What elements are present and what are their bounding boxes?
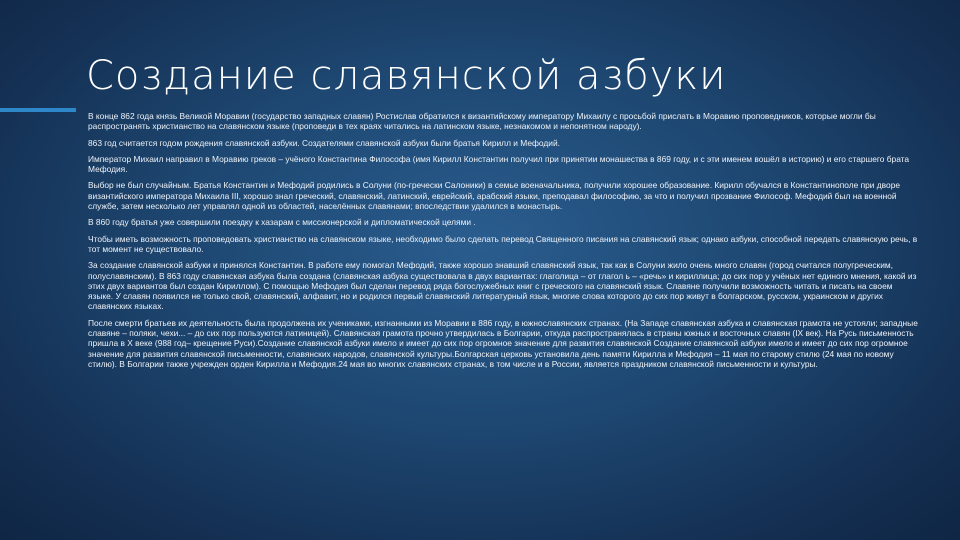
slide-body	[88, 111, 918, 375]
paragraph: Выбор не был случайным. Братья Константин и Мефодий родились в Солуни (по-гречески Салоники) в семье военачальника, получили хорошее образование. Кирилл обучался в Константинополе при дворе византийского императора Михаила III, хорошо знал греческий, славянский, латинский, еврейский, арабский языки, преподавал философию, за что и получил прозвание Философ. Мефодий был на военной службе, затем несколько лет управлял одной из областей, населённых славянами; впоследствии удалился в монастырь.	[88, 180, 901, 212]
paragraph: После смерти братьев их деятельность была продолжена их учениками, изгнанными из Моравии в 886 году, в южнославянских странах. (На Западе славянская азбука и славянская грамота не устояли; западные славяне – поляки, чехи... – до сих пор пользуются латиницей). Славянская грамота прочно утвердилась в Болгарии, откуда распространялась в страны южных и восточных славян (IX век). На Русь письменность пришла в X веке (988 год– крещение Руси).Создание славянской азбуки имело и имеет до сих пор огромное значение для развития славянской Создание славянской азбуки имело и имеет до сих пор огромное значение для развития славянской письменности, славянских народов, славянской культуры.Болгарская церковь установила день памяти Кирилла и Мефодия – 11 мая по старому стилю (24 мая по новому стилю). В Болгарии также учрежден орден Кирилла и Мефодия.24 мая во многих славянских странах, в том числе и в России, является праздником славянской письменности и культуры.	[88, 317, 918, 369]
paragraph: В конце 862 года князь Великой Моравии (государство западных славян) Ростислав обратился к византийскому императору Михаилу с просьбой прислать в Моравию проповедников, которые могли бы распространять христианство на славянском языке (проповеди в тех краях читались на латинском языке, незнакомом и непонятном народу).	[88, 111, 876, 132]
slide-title: Создание славянской азбуки	[86, 53, 727, 99]
paragraph: Император Михаил направил в Моравию греков – учёного Константина Философа (имя Кирилл Константин получил при принятии монашества в 869 году, и с эти именем вошёл в историю) и его старшего брата Мефодия.	[88, 153, 910, 175]
accent-bar	[0, 108, 76, 112]
paragraph: За создание славянской азбуки и принялся Константин. В работе ему помогал Мефодий, также хорошо знавший славянский язык, так как в Солуни жило очень много славян (город считался полугреческим, полуславянским). В 863 году славянская азбука была создана (славянская азбука существовала в двух вариантах: глаголица – от глагол ь – «речь» и кириллица; до сих пор у учёных нет единого мнения, какой из этих двух вариантов был создан Кириллом). С помощью Мефодия был сделан перевод ряда богослужебных книг с греческого на славянский язык. Славяне получили возможность читать и писать на своем языке. У славян появился не только свой, славянский, алфавит, но и родился первый славянский литературный язык, многие слова которого до сих пор живут в болгарском, русском, украинском и других славянских языках.	[88, 260, 917, 312]
paragraph: В 860 году братья уже совершили поездку к хазарам с миссионерской и дипломатической целями .	[88, 217, 476, 228]
paragraph: Чтобы иметь возможность проповедовать христианство на славянском языке, необходимо было сделать перевод Священного писания на славянский язык; однако азбуки, способной передать славянскую речь, в тот момент не существовало.	[88, 233, 918, 254]
paragraph: 863 год считается годом рождения славянской азбуки. Создателями славянской азбуки были братья Кирилл и Мефодий.	[88, 137, 560, 148]
